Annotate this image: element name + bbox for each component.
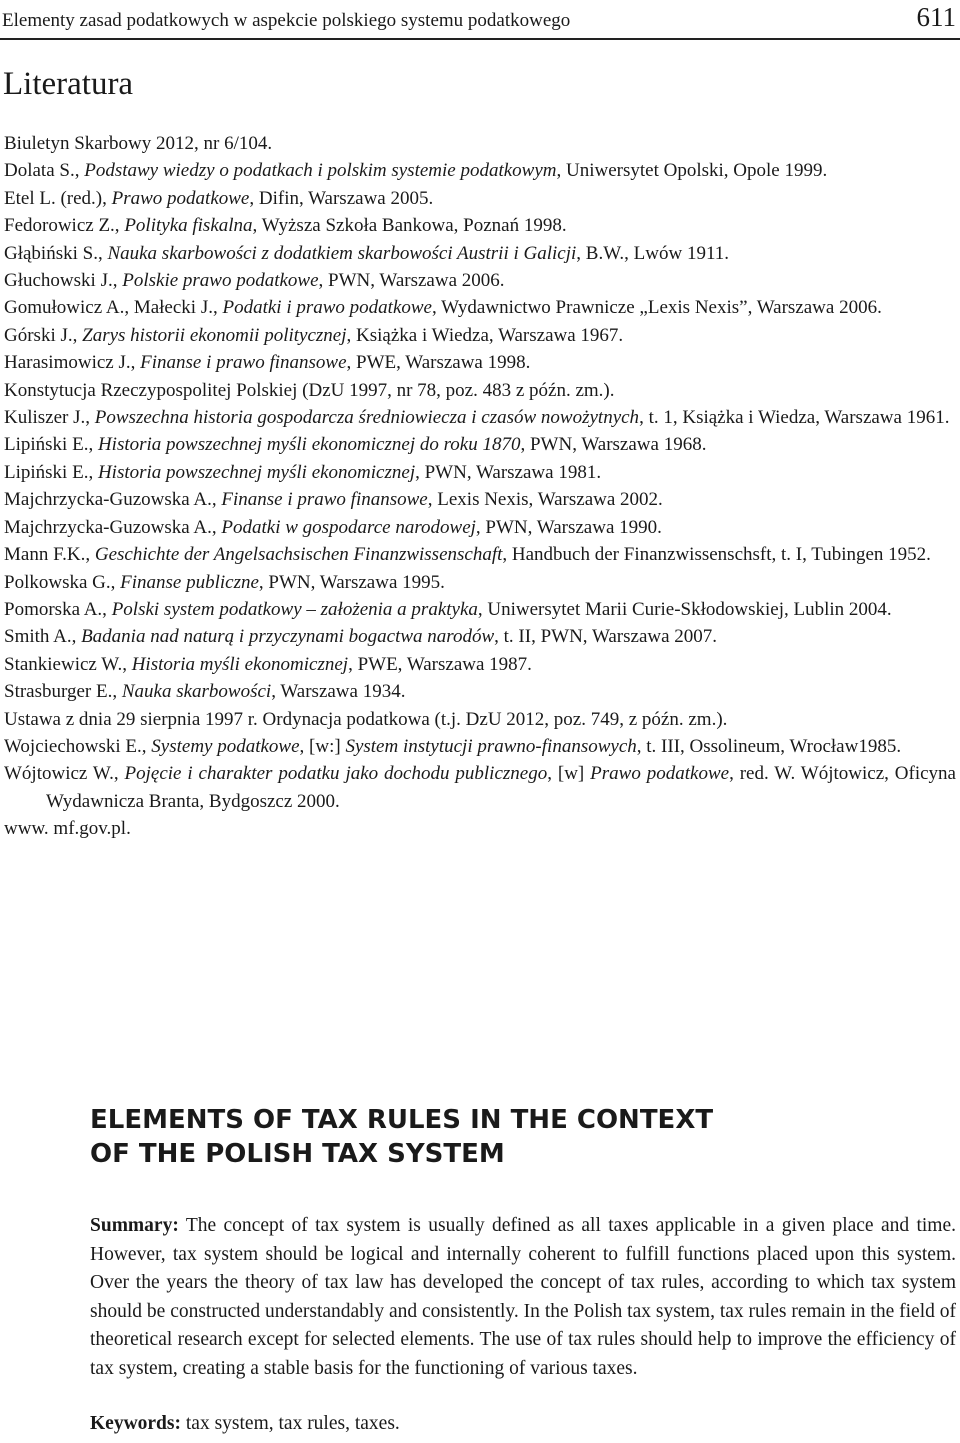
keywords-label: Keywords: (90, 1412, 181, 1434)
literature-heading: Literatura (3, 66, 134, 102)
reference-item: Majchrzycka-Guzowska A., Finanse i prawo finansowe, Lexis Nexis, Warszawa 2002. (4, 489, 663, 511)
keywords-text: tax system, tax rules, taxes. (181, 1412, 400, 1434)
running-header (2, 2, 956, 39)
reference-item: Górski J., Zarys historii ekonomii politycznej, Książka i Wiedza, Warszawa 1967. (4, 324, 624, 346)
page-number: 611 (916, 2, 956, 32)
reference-list (4, 130, 956, 843)
reference-item: Harasimowicz J., Finanse i prawo finansowe, PWE, Warszawa 1998. (4, 352, 531, 374)
english-title (90, 1103, 956, 1171)
reference-item: Pomorska A., Polski system podatkowy – założenia a praktyka, Uniwersytet Marii Curie-Skłodowskiej, Lublin 2004. (4, 598, 892, 620)
reference-item: Majchrzycka-Guzowska A., Podatki w gospodarce narodowej, PWN, Warszawa 1990. (4, 516, 662, 538)
reference-item: Głuchowski J., Polskie prawo podatkowe, PWN, Warszawa 2006. (4, 270, 505, 292)
summary-label: Summary: (90, 1215, 179, 1236)
reference-item: Etel L. (red.), Prawo podatkowe, Difin, Warszawa 2005. (4, 187, 434, 209)
reference-item: Strasburger E., Nauka skarbowości, Warszawa 1934. (4, 681, 406, 703)
reference-item: Smith A., Badania nad naturą i przyczynami bogactwa narodów, t. II, PWN, Warszawa 2007. (4, 626, 718, 648)
reference-item: Głąbiński S., Nauka skarbowości z dodatkiem skarbowości Austrii i Galicji, B.W., Lwów 1911. (4, 242, 730, 264)
reference-item: www. mf.gov.pl. (4, 818, 131, 840)
reference-item: Konstytucja Rzeczypospolitej Polskiej (DzU 1997, nr 78, poz. 483 z późn. zm.). (4, 379, 615, 401)
reference-item: Lipiński E., Historia powszechnej myśli ekonomicznej do roku 1870, PWN, Warszawa 1968. (4, 434, 707, 456)
reference-item: Kuliszer J., Powszechna historia gospodarcza średniowiecza i czasów nowożytnych, t. 1, Książka i Wiedza, Warszawa 1961. (4, 407, 950, 429)
reference-item: Wojciechowski E., Systemy podatkowe, [w:] System instytucji prawno-finansowych, t. III, Ossolineum, Wrocław1985. (4, 735, 902, 757)
reference-item: Ustawa z dnia 29 sierpnia 1997 r. Ordynacja podatkowa (t.j. DzU 2012, poz. 749, z późn. zm.). (4, 708, 728, 730)
reference-item: Polkowska G., Finanse publiczne, PWN, Warszawa 1995. (4, 571, 445, 593)
reference-item: Wójtowicz W., Pojęcie i charakter podatku jako dochodu publicznego, [w] Prawo podatkowe, red. W. Wójtowicz, Oficyna Wydawnicza Branta, Bydgoszcz 2000. (4, 763, 956, 812)
english-title-line2: OF THE POLISH TAX SYSTEM (90, 1139, 505, 1169)
reference-item: Lipiński E., Historia powszechnej myśli ekonomicznej, PWN, Warszawa 1981. (4, 461, 602, 483)
reference-item: Stankiewicz W., Historia myśli ekonomicznej, PWE, Warszawa 1987. (4, 653, 532, 675)
reference-item: Biuletyn Skarbowy 2012, nr 6/104. (4, 133, 273, 154)
reference-item: Dolata S., Podstawy wiedzy o podatkach i polskim systemie podatkowym, Uniwersytet Opolski, Opole 1999. (4, 160, 828, 182)
english-summary-section (90, 1103, 956, 1435)
english-title-line1: ELEMENTS OF TAX RULES IN THE CONTEXT (90, 1105, 714, 1135)
reference-item: Gomułowicz A., Małecki J., Podatki i prawo podatkowe, Wydawnictwo Prawnicze „Lexis Nexis”, Warszawa 2006. (4, 297, 882, 319)
summary-text: The concept of tax system is usually defined as all taxes applicable in a given place and time. However, tax system should be logical and internally coherent to fulfill functions placed upon this system. Over the years the theory of tax law has developed the concept of tax rules, according to which tax system should be constructed understandably and consistently. In the Polish tax system, tax rules remain in the field of theoretical research except for selected elements. The use of tax rules should help to improve the efficiency of tax system, creating a stable basis for the functioning of various taxes. (90, 1215, 956, 1379)
summary-paragraph (90, 1212, 956, 1384)
header-rule (0, 38, 960, 40)
keywords-paragraph (90, 1413, 956, 1435)
reference-item: Fedorowicz Z., Polityka fiskalna, Wyższa Szkoła Bankowa, Poznań 1998. (4, 215, 567, 237)
reference-item: Mann F.K., Geschichte der Angelsachsischen Finanzwissenschaft, Handbuch der Finanzwissenschsft, t. I, Tubingen 1952. (4, 544, 931, 566)
running-title: Elementy zasad podatkowych w aspekcie polskiego systemu podatkowego (2, 10, 571, 31)
